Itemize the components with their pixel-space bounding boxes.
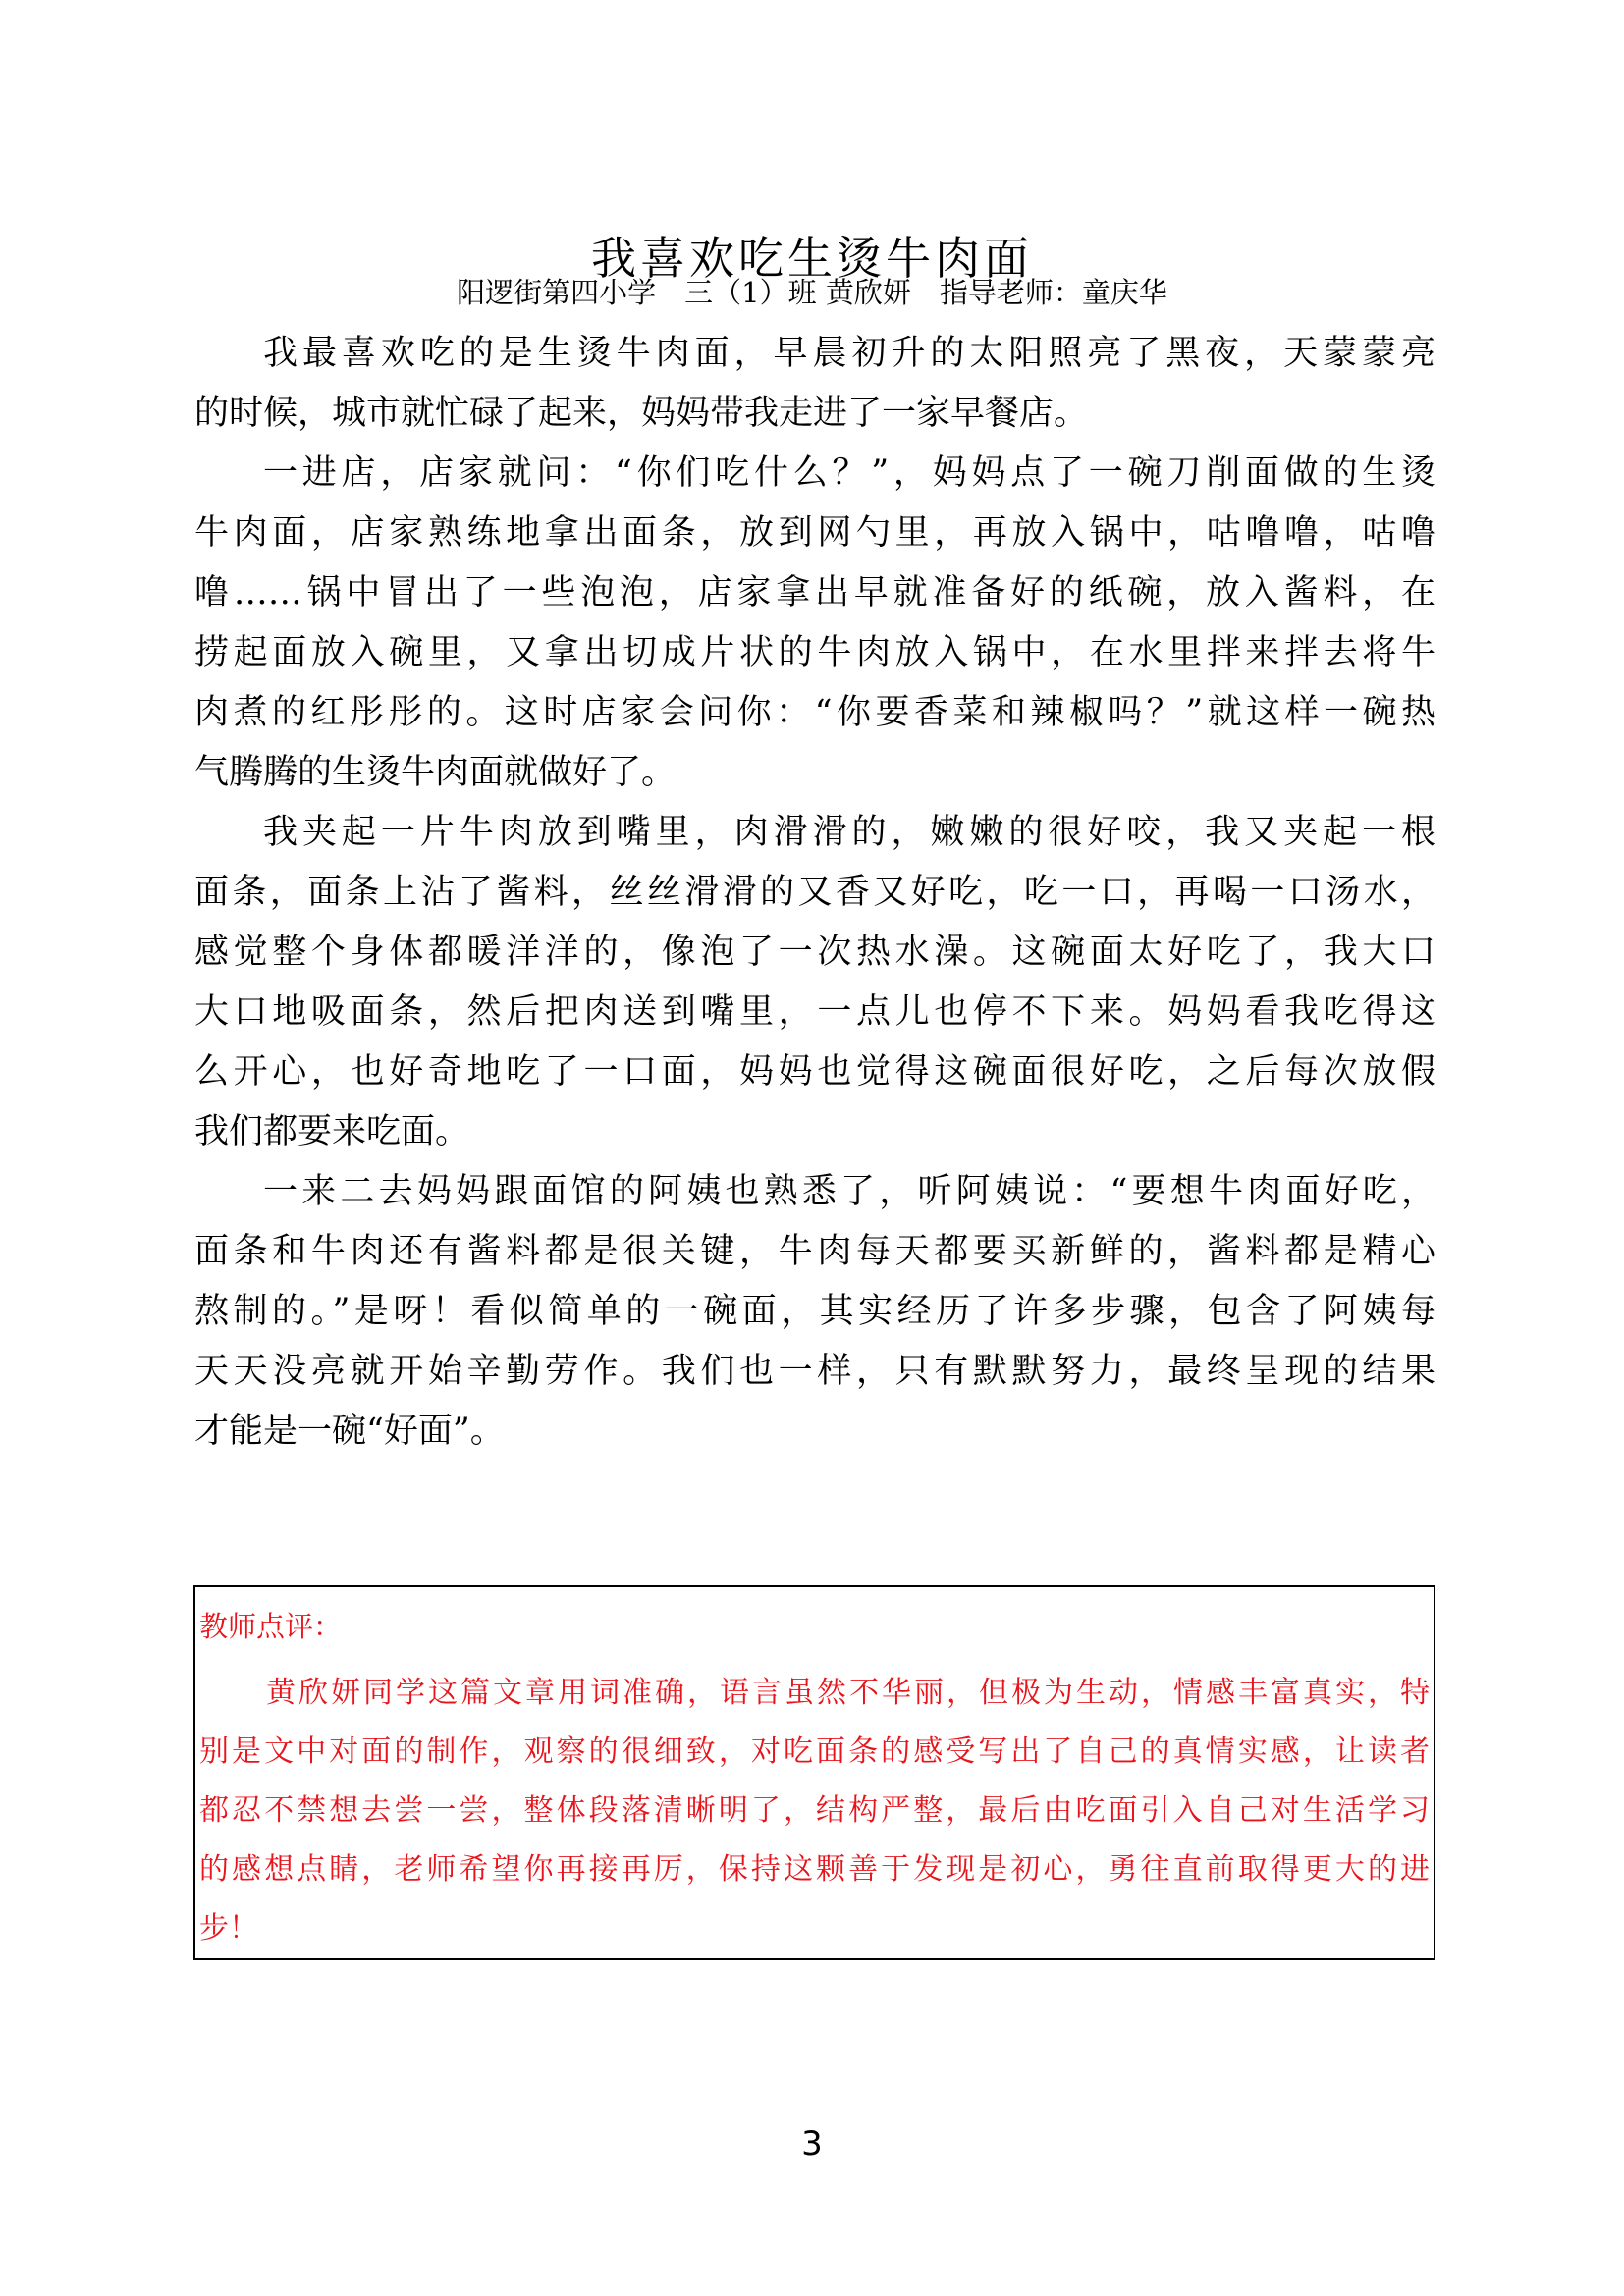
text-line: 一来二去妈妈跟面馆的阿姨也熟悉了，听阿姨说：“要想牛肉面好吃， [263,1172,1435,1211]
text-line: 面条，面条上沾了酱料，丝丝滑滑的又香又好吃，吃一口，再喝一口汤水， [194,873,1435,912]
text-line: 我最喜欢吃的是生烫牛肉面，早晨初升的太阳照亮了黑夜，天蒙蒙亮 [263,334,1435,373]
essay-title: 我喜欢吃生烫牛肉面 [591,231,1033,285]
comment-line: 的感想点睛，老师希望你再接再厉，保持这颗善于发现是初心，勇往直前取得更大的进 [199,1852,1430,1887]
comment-line: 别是文中对面的制作，观察的很细致，对吃面条的感受写出了自己的真情实感，让读者 [199,1735,1430,1769]
text-line: 肉煮的红彤彤的。这时店家会问你：“你要香菜和辣椒吗？”就这样一碗热 [194,693,1435,732]
comment-text [199,1664,1430,1958]
comment-line: 步！ [199,1911,258,1946]
text-line: 面条和牛肉还有酱料都是很关键，牛肉每天都要买新鲜的，酱料都是精心 [194,1232,1435,1271]
comment-line: 都忍不禁想去尝一尝，整体段落清晰明了，结构严整，最后由吃面引入自己对生活学习 [199,1793,1430,1828]
text-line: 气腾腾的生烫牛肉面就做好了。 [194,753,677,792]
paragraph-1 [194,324,1435,444]
paragraph-4 [194,1162,1435,1462]
teacher-comment-box [193,1585,1435,1960]
text-line: 感觉整个身体都暖洋洋的，像泡了一次热水澡。这碗面太好吃了，我大口 [194,933,1435,972]
text-line: 才能是一碗“好面”。 [194,1412,505,1451]
text-line: 么开心，也好奇地吃了一口面，妈妈也觉得这碗面很好吃，之后每次放假 [194,1052,1435,1092]
paragraph-2 [194,444,1435,803]
text-line: 的时候，城市就忙碌了起来，妈妈带我走进了一家早餐店。 [194,394,1089,433]
text-line: 噜……锅中冒出了一些泡泡，店家拿出早就准备好的纸碗，放入酱料，在 [194,573,1435,613]
text-line: 我们都要来吃面。 [194,1112,470,1151]
comment-line: 黄欣妍同学这篇文章用词准确，语言虽然不华丽，但极为生动，情感丰富真实，特 [266,1676,1430,1710]
text-line: 大口地吸面条，然后把肉送到嘴里，一点儿也停不下来。妈妈看我吃得这 [194,992,1435,1032]
paragraph-3 [194,803,1435,1162]
text-line: 天天没亮就开始辛勤劳作。我们也一样，只有默默努力，最终呈现的结果 [194,1352,1435,1391]
text-line: 捞起面放入碗里，又拿出切成片状的牛肉放入锅中，在水里拌来拌去将牛 [194,633,1435,672]
text-line: 熬制的。”是呀！看似简单的一碗面，其实经历了许多步骤，包含了阿姨每 [194,1292,1435,1331]
text-line: 我夹起一片牛肉放到嘴里，肉滑滑的，嫩嫩的很好咬，我又夹起一根 [263,813,1435,852]
comment-title: 教师点评： [199,1610,343,1643]
text-line: 一进店，店家就问：“你们吃什么？”，妈妈点了一碗刀削面做的生烫 [263,454,1435,493]
page-number: 3 [801,2124,823,2163]
author-byline: 阳逻街第四小学 三（1）班 黄欣妍 指导老师：童庆华 [457,276,1167,309]
text-line: 牛肉面，店家熟练地拿出面条，放到网勺里，再放入锅中，咕噜噜，咕噜 [194,513,1435,553]
essay-body [194,324,1435,1462]
